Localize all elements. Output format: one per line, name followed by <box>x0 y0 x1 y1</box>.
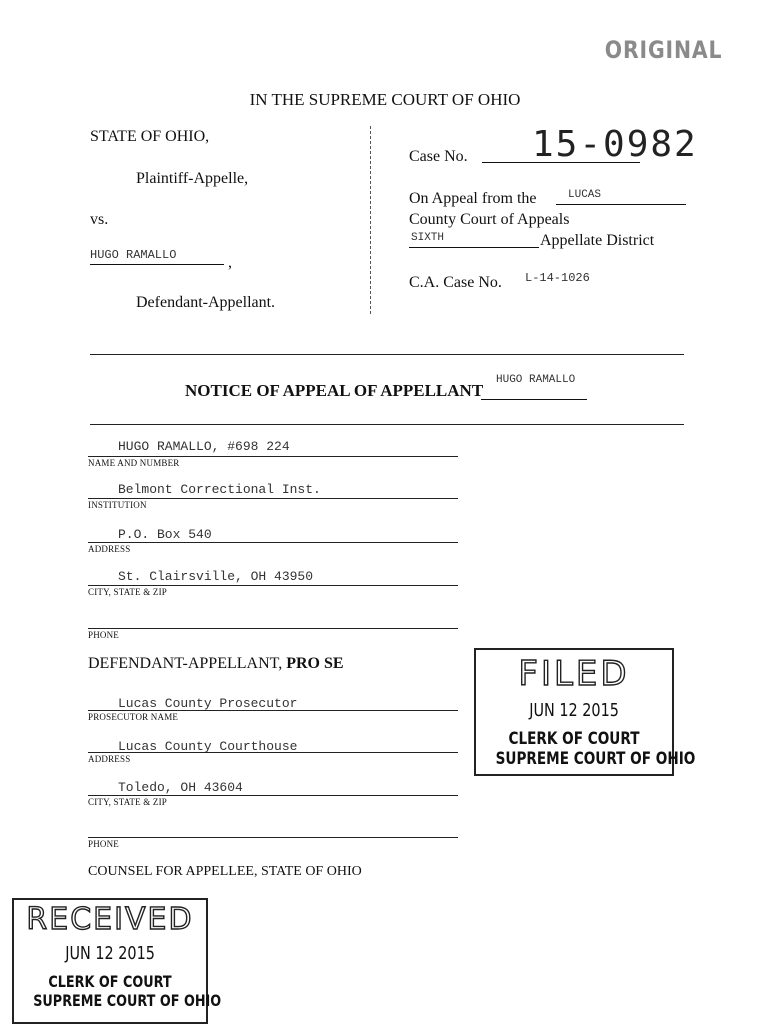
district-label: Appellate District <box>540 232 655 249</box>
received-word: RECEIVED <box>26 902 194 937</box>
prosecutor-name: Lucas County Prosecutor <box>118 696 298 711</box>
district-value: SIXTH <box>411 232 445 244</box>
defendant-name-field <box>90 248 224 265</box>
appellant-city: St. Clairsville, OH 43950 <box>118 569 314 584</box>
received-date: JUN 12 2015 <box>65 943 155 964</box>
caption-divider <box>370 126 371 314</box>
field-line <box>88 456 458 457</box>
appellant-name-number: HUGO RAMALLO, #698 224 <box>118 439 290 454</box>
court-of-appeals-label: County Court of Appeals <box>409 211 570 228</box>
appellant-address-label: ADDRESS <box>88 544 131 554</box>
appellant-role <box>88 655 344 673</box>
received-court: SUPREME COURT OF OHIO <box>33 991 222 1010</box>
appellant-name-label: NAME AND NUMBER <box>88 458 180 468</box>
case-number: 15-0982 <box>532 124 698 165</box>
field-line <box>88 585 458 586</box>
court-title: IN THE SUPREME COURT OF OHIO <box>249 90 521 109</box>
appellant-institution: Belmont Correctional Inst. <box>118 482 321 497</box>
filed-date: JUN 12 2015 <box>529 700 619 721</box>
field-line <box>88 710 458 711</box>
field-line <box>88 795 458 796</box>
rule-top <box>90 354 684 355</box>
prosecutor-city: Toledo, OH 43604 <box>118 780 243 795</box>
defendant-name: HUGO RAMALLO <box>90 248 224 265</box>
appellee-role: COUNSEL FOR APPELLEE, STATE OF OHIO <box>88 864 362 879</box>
ca-case-label: C.A. Case No. <box>409 274 502 291</box>
appellant-role-text: DEFENDANT-APPELLANT, <box>88 655 287 672</box>
filed-court: SUPREME COURT OF OHIO <box>495 749 696 769</box>
versus: vs. <box>90 211 109 228</box>
notice-appellant-line <box>481 399 587 400</box>
appellant-institution-label: INSTITUTION <box>88 500 147 510</box>
defendant-comma: , <box>228 254 232 271</box>
case-no-label: Case No. <box>409 148 468 165</box>
appeal-from-label: On Appeal from the <box>409 190 537 207</box>
prosecutor-name-label: PROSECUTOR NAME <box>88 712 179 722</box>
rule-bottom <box>90 424 684 425</box>
county-value: LUCAS <box>568 189 602 201</box>
defendant-role: Defendant-Appellant. <box>136 294 276 311</box>
filed-word: FILED <box>518 654 630 694</box>
appellant-city-label: CITY, STATE & ZIP <box>88 587 168 597</box>
filed-stamp <box>474 648 696 776</box>
original-stamp: ORIGINAL <box>604 36 722 64</box>
ca-case-number: L-14-1026 <box>525 271 590 285</box>
filed-clerk: CLERK OF COURT <box>508 729 640 749</box>
prosecutor-address-label: ADDRESS <box>88 754 131 764</box>
field-line <box>88 498 458 499</box>
appellant-address: P.O. Box 540 <box>118 527 212 542</box>
notice-appellant-name: HUGO RAMALLO <box>496 374 576 386</box>
prosecutor-city-label: CITY, STATE & ZIP <box>88 797 168 807</box>
field-line <box>88 628 458 629</box>
field-line <box>88 542 458 543</box>
received-stamp <box>12 898 222 1024</box>
district-line <box>409 247 539 248</box>
county-line <box>556 204 686 205</box>
field-line <box>88 837 458 838</box>
received-clerk: CLERK OF COURT <box>48 972 172 991</box>
pro-se: PRO SE <box>286 655 344 672</box>
prosecutor-phone-label: PHONE <box>88 839 120 849</box>
appellant-phone-label: PHONE <box>88 630 120 640</box>
plaintiff-role: Plaintiff-Appelle, <box>136 170 249 187</box>
field-line <box>88 752 458 753</box>
notice-title: NOTICE OF APPEAL OF APPELLANT <box>185 381 484 400</box>
prosecutor-address: Lucas County Courthouse <box>118 739 298 754</box>
plaintiff-name: STATE OF OHIO, <box>90 128 210 145</box>
